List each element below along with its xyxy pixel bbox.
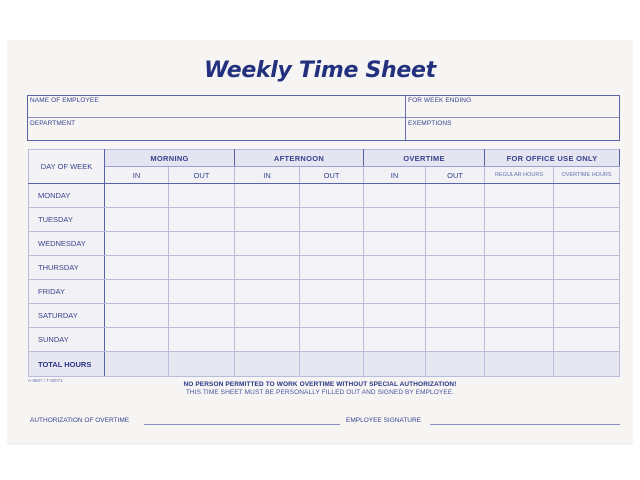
wednesday-regular-hours-cell[interactable] xyxy=(485,232,554,256)
total-hours-row xyxy=(29,352,620,377)
monday-morning-out-cell[interactable] xyxy=(169,184,235,208)
time-sheet-table xyxy=(28,149,620,377)
overtime-warning: NO PERSON PERMITTED TO WORK OVERTIME WITHOUT SPECIAL AUTHORIZATION! xyxy=(183,381,457,388)
table-row xyxy=(29,304,620,328)
sunday-overtime-hours-cell[interactable] xyxy=(554,328,620,352)
tuesday-overtime-out-cell[interactable] xyxy=(426,208,485,232)
wednesday-morning-in-cell[interactable] xyxy=(105,232,169,256)
tuesday-afternoon-in-cell[interactable] xyxy=(235,208,300,232)
table-row xyxy=(29,232,620,256)
page-title: Weekly Time Sheet xyxy=(204,58,436,83)
overtime-out-header: OUT xyxy=(426,167,485,184)
saturday-morning-in-cell[interactable] xyxy=(105,304,169,328)
authorization-of-overtime-label: AUTHORIZATION OF OVERTIME xyxy=(30,417,130,424)
overtime-header: OVERTIME xyxy=(364,150,485,167)
afternoon-in-header: IN xyxy=(235,167,300,184)
day-label: TUESDAY xyxy=(29,208,105,232)
monday-overtime-hours-cell[interactable] xyxy=(554,184,620,208)
tuesday-regular-hours-cell[interactable] xyxy=(485,208,554,232)
total-overtime-in-cell[interactable] xyxy=(364,352,426,377)
friday-morning-out-cell[interactable] xyxy=(169,280,235,304)
thursday-afternoon-in-cell[interactable] xyxy=(235,256,300,280)
wednesday-afternoon-out-cell[interactable] xyxy=(300,232,364,256)
tuesday-overtime-hours-cell[interactable] xyxy=(554,208,620,232)
wednesday-overtime-out-cell[interactable] xyxy=(426,232,485,256)
thursday-regular-hours-cell[interactable] xyxy=(485,256,554,280)
day-label: MONDAY xyxy=(29,184,105,208)
saturday-regular-hours-cell[interactable] xyxy=(485,304,554,328)
for-week-ending-field[interactable] xyxy=(406,96,619,117)
employee-signature-label: EMPLOYEE SIGNATURE xyxy=(346,417,422,424)
table-row xyxy=(29,208,620,232)
for-week-ending-label: FOR WEEK ENDING xyxy=(408,97,472,104)
tuesday-morning-in-cell[interactable] xyxy=(105,208,169,232)
afternoon-header: AFTERNOON xyxy=(235,150,364,167)
saturday-afternoon-out-cell[interactable] xyxy=(300,304,364,328)
morning-out-header: OUT xyxy=(169,167,235,184)
regular-hours-header: REGULAR HOURS xyxy=(485,167,554,184)
monday-regular-hours-cell[interactable] xyxy=(485,184,554,208)
table-row xyxy=(29,280,620,304)
sunday-morning-out-cell[interactable] xyxy=(169,328,235,352)
overtime-hours-header: OVERTIME HOURS xyxy=(554,167,620,184)
sunday-afternoon-in-cell[interactable] xyxy=(235,328,300,352)
friday-regular-hours-cell[interactable] xyxy=(485,280,554,304)
morning-in-header: IN xyxy=(105,167,169,184)
day-label: WEDNESDAY xyxy=(29,232,105,256)
sunday-regular-hours-cell[interactable] xyxy=(485,328,554,352)
wednesday-afternoon-in-cell[interactable] xyxy=(235,232,300,256)
saturday-morning-out-cell[interactable] xyxy=(169,304,235,328)
day-label: FRIDAY xyxy=(29,280,105,304)
thursday-overtime-out-cell[interactable] xyxy=(426,256,485,280)
thursday-overtime-hours-cell[interactable] xyxy=(554,256,620,280)
total-overtime-hours-cell[interactable] xyxy=(554,352,620,377)
sunday-afternoon-out-cell[interactable] xyxy=(300,328,364,352)
thursday-morning-in-cell[interactable] xyxy=(105,256,169,280)
morning-header: MORNING xyxy=(105,150,235,167)
name-of-employee-label: NAME OF EMPLOYEE xyxy=(30,97,99,104)
exemptions-label: EXEMPTIONS xyxy=(408,120,452,127)
thursday-morning-out-cell[interactable] xyxy=(169,256,235,280)
saturday-overtime-out-cell[interactable] xyxy=(426,304,485,328)
tuesday-afternoon-out-cell[interactable] xyxy=(300,208,364,232)
friday-overtime-out-cell[interactable] xyxy=(426,280,485,304)
day-label: SATURDAY xyxy=(29,304,105,328)
total-hours-label: TOTAL HOURS xyxy=(29,352,105,377)
department-field[interactable] xyxy=(28,118,405,140)
total-morning-out-cell[interactable] xyxy=(169,352,235,377)
day-label: SUNDAY xyxy=(29,328,105,352)
name-of-employee-field[interactable] xyxy=(28,96,405,117)
day-label: THURSDAY xyxy=(29,256,105,280)
total-regular-hours-cell[interactable] xyxy=(485,352,554,377)
tuesday-morning-out-cell[interactable] xyxy=(169,208,235,232)
sunday-morning-in-cell[interactable] xyxy=(105,328,169,352)
afternoon-out-header: OUT xyxy=(300,167,364,184)
overtime-in-header: IN xyxy=(364,167,426,184)
table-row xyxy=(29,184,620,208)
employee-info-box xyxy=(27,95,620,141)
friday-overtime-in-cell[interactable] xyxy=(364,280,426,304)
sunday-overtime-in-cell[interactable] xyxy=(364,328,426,352)
signature-notice: THIS TIME SHEET MUST BE PERSONALLY FILLED OUT AND SIGNED BY EMPLOYEE. xyxy=(185,389,455,396)
friday-afternoon-in-cell[interactable] xyxy=(235,280,300,304)
saturday-afternoon-in-cell[interactable] xyxy=(235,304,300,328)
monday-overtime-in-cell[interactable] xyxy=(364,184,426,208)
sunday-overtime-out-cell[interactable] xyxy=(426,328,485,352)
authorization-signature-line[interactable] xyxy=(144,423,340,425)
friday-afternoon-out-cell[interactable] xyxy=(300,280,364,304)
form-code: A-9507 / T-30071 xyxy=(28,378,63,383)
friday-morning-in-cell[interactable] xyxy=(105,280,169,304)
employee-signature-line[interactable] xyxy=(430,423,620,425)
total-overtime-out-cell[interactable] xyxy=(426,352,485,377)
total-afternoon-in-cell[interactable] xyxy=(235,352,300,377)
friday-overtime-hours-cell[interactable] xyxy=(554,280,620,304)
total-morning-in-cell[interactable] xyxy=(105,352,169,377)
exemptions-field[interactable] xyxy=(406,118,619,140)
wednesday-overtime-hours-cell[interactable] xyxy=(554,232,620,256)
monday-morning-in-cell[interactable] xyxy=(105,184,169,208)
thursday-afternoon-out-cell[interactable] xyxy=(300,256,364,280)
total-afternoon-out-cell[interactable] xyxy=(300,352,364,377)
monday-afternoon-in-cell[interactable] xyxy=(235,184,300,208)
wednesday-overtime-in-cell[interactable] xyxy=(364,232,426,256)
monday-overtime-out-cell[interactable] xyxy=(426,184,485,208)
department-label: DEPARTMENT xyxy=(30,120,76,127)
wednesday-morning-out-cell[interactable] xyxy=(169,232,235,256)
day-of-week-header: DAY OF WEEK xyxy=(29,150,105,184)
office-use-header: FOR OFFICE USE ONLY xyxy=(485,150,620,167)
table-row xyxy=(29,256,620,280)
monday-afternoon-out-cell[interactable] xyxy=(300,184,364,208)
table-row xyxy=(29,328,620,352)
saturday-overtime-hours-cell[interactable] xyxy=(554,304,620,328)
saturday-overtime-in-cell[interactable] xyxy=(364,304,426,328)
thursday-overtime-in-cell[interactable] xyxy=(364,256,426,280)
tuesday-overtime-in-cell[interactable] xyxy=(364,208,426,232)
